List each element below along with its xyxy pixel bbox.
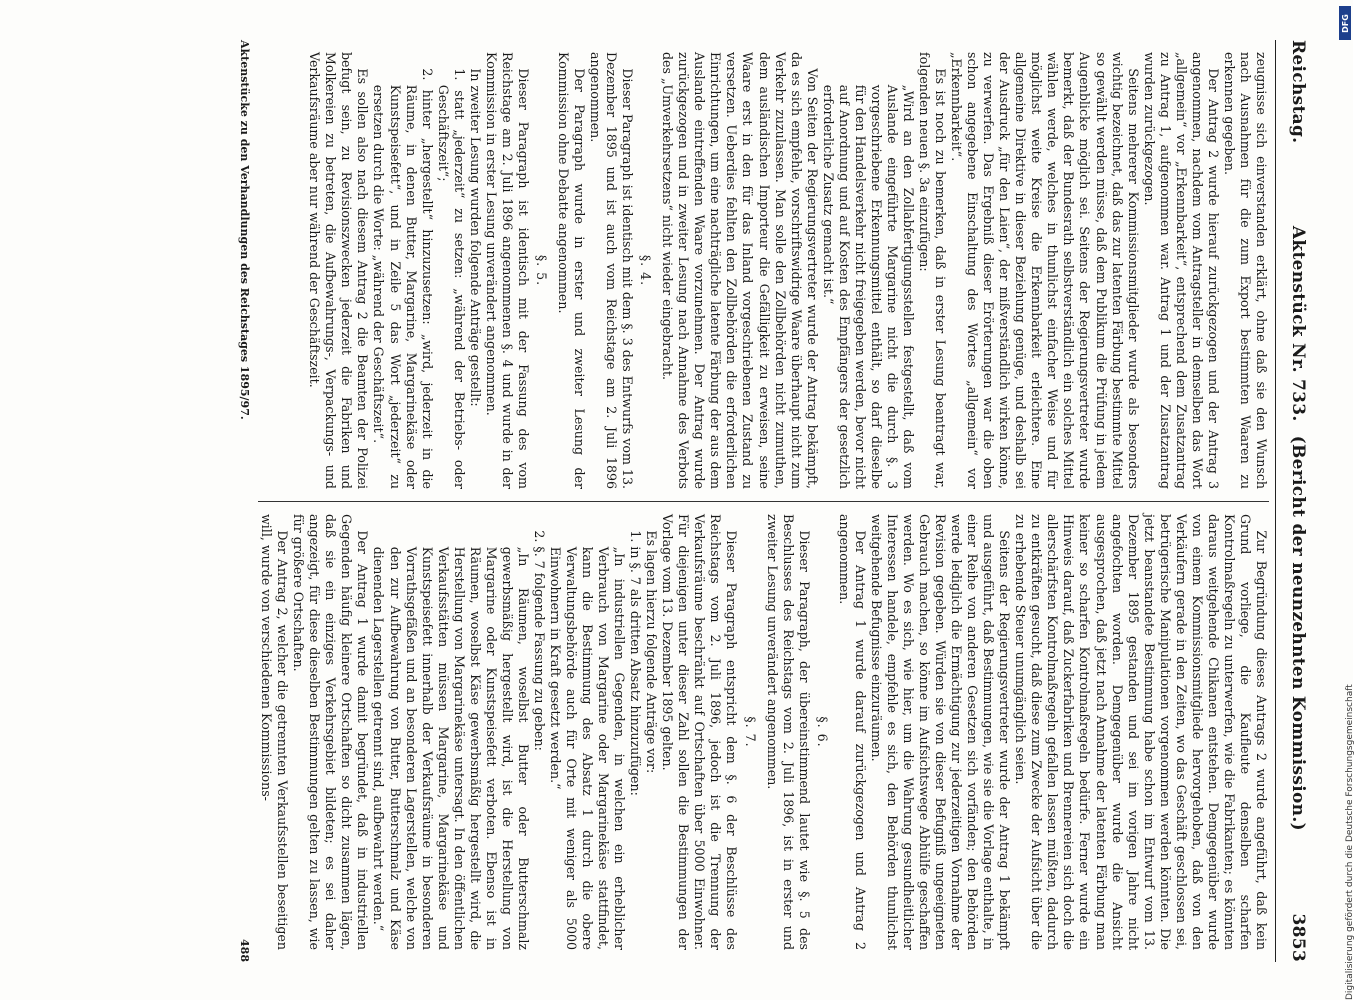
list-item: 2. §. 7 folgende Fassung zu geben: [531, 530, 547, 751]
list-item: 1. in §. 7 als dritten Absatz hinzuzufügen: [628, 530, 644, 796]
quoted-motion: „In industriellen Gegenden, in welchen ein erheblicher Verbrauch von Margarine oder Margarinekäse stattfindet, kann die Bestimmung des Absatz 1 durch die obere Verwaltungsbehörde auch für Orte mit weniger als 5000 Einwohnern in Kraft gesetzt werden.“ [547, 546, 628, 950]
paragraph: Der Antrag 2 wurde hierauf zurückgezogen und der Antrag 3 angenommen, nachdem vom Antragsteller in demselben das Wort „allgemein“ vor „Erkennbarkeit“, entsprechend dem Zusatzantrag zu Antrag 1, aufgenommen war. Antrag 1 und der Zusatzantrag wurden zurückgezogen. [1141, 52, 1221, 489]
paragraph: Dieser Paragraph, der übereinstimmend lautet wie §. 5 des Beschlusses des Reichstags vom 2. Juli 1896, ist in erster und zweiter Lesung unverändert angenommen. [764, 514, 812, 950]
paragraph: Es ist noch zu bemerken, daß in erster Lesung beantragt war, folgenden neuen §. 3a einzufügen: [917, 52, 949, 489]
section-heading: §. 5. [533, 254, 549, 287]
credit-text: Digitalisierung gefördert durch die Deutsche Forschungsgemeinschaft [1345, 684, 1355, 1000]
list-item: 1. statt „jederzeit“ zu setzen: „während der Betriebs- oder Geschäftszeit“; [435, 68, 467, 489]
paragraph: Der Antrag 1 wurde darauf zurückgezogen und Antrag 2 angenommen. [836, 514, 868, 950]
page-header [1280, 40, 1306, 962]
paragraph: zeugnisse sich einverstanden erklärt, ohne daß sie den Wunsch nach Ausnahmen für die zum Export bestimmten Waaren zu erkennen gegeben. [1221, 52, 1269, 489]
header-left: Reichstag. [1288, 40, 1308, 144]
page-footer [236, 40, 252, 962]
paragraph: Dieser Paragraph ist identisch mit der Fassung des vom Reichstage am 2. Juli 1896 angenommenen §. 4 und wurde in der Kommission in erster Lesung unverändert angenommen. [483, 52, 531, 489]
paragraph: Der Antrag 2, welcher die getrennten Verkaufsstellen beseitigen will, wurde von verschiedenen Kommissions- [259, 514, 291, 950]
quoted-motion: „In Räumen, woselbst Butter oder Butterschmalz gewerbsmäßig hergestellt wird, ist die Herstellung von Margarine oder Kunstspeisefett verboten. Ebenso ist in Räumen, woselbst Käse gewerbsmäßig hergestellt wird, die Herstellung von Margarinekäse untersagt. In den öffentlichen Verkaufsstätten müssen Margarine, Margarinekäse und Kunstspeisefett innerhalb der Verkaufsräume in besonderen Vorrathsgefäßen und an besonderen Lagerstellen, welche von den zur Aufbewahrung von Butter, Butterschmalz und Käse dienenden Lagerstellen getrennt sind, aufbewahrt werden.“ [371, 546, 531, 950]
footer-text: Aktenstücke zu den Verhandlungen des Reichstages 1895/97. [238, 40, 252, 420]
left-column [258, 40, 1269, 501]
rotated-page-content [40, 0, 1340, 1000]
section-heading: §. 6. [814, 716, 830, 748]
paragraph: Es lagen hierzu folgende Anträge vor: [644, 530, 660, 774]
sheet-number: 488 [238, 939, 252, 962]
paragraph: Von Seiten der Regierungsvertreter wurde der Antrag bekämpft, da es sich empfehle, vorschriftswidrige Waare überhaupt nicht zum Verkehr zuzulassen. Man solle den Zollbehörden nicht zumuthen, dem ausländischen Importeur die Gefälligkeit zu erweisen, seine Waare erst in den für das Inland vorgeschriebenen Zustand zu versetzen. Ueberdies fehlten den Zollbehörden die erforderlichen Einrichtungen, um eine nachträgliche latente Färbung der aus dem Auslande eintreffenden Waare vorzunehmen. Der Antrag wurde zurückgezogen und in zweiter Lesung nach Annahme des Verbots des „Umverkehrsetzens“ nicht wieder eingebracht. [660, 52, 820, 489]
header-topic: (Bericht der neunzehnten Kommission.) [1288, 435, 1308, 831]
dfg-logo: DFG [1339, 6, 1351, 40]
quoted-motion: „Wird an den Zollabfertigungsstellen festgestellt, daß vom Auslande eingeführte Margarine nicht die durch §. 3 vorgeschriebene Erkennungsmittel enthält, so darf dieselbe für den Handelsverkehr nicht freigegeben werden, bevor nicht auf Anordnung und auf Kosten des Empfängers der gesetzlich erforderliche Zusatz gemacht ist.“ [820, 84, 916, 489]
list-item: 2. hinter „hergestellt“ hinzuzusetzen: „wird, jederzeit in die Räume, in denen Butter, Margarine, Margarinekäse oder Kunstspeisefett“, und in Zeile 5 das Wort „jederzeit“ zu ersetzen durch die Worte: „während der Geschäftszeit“. [371, 68, 435, 489]
paragraph: Zur Begründung dieses Antrags 2 wurde angeführt, daß kein Grund vorliege, die Kaufleute denselben scharfen Kontrolmaßregeln zu unterwerfen, wie die Fabrikanten; es könnten daraus weitgehende Chikanen entstehen. Demgegenüber wurde von einem Kommissionsmitgliede hervorgehoben, daß von den Verkäufern gerade in den Zeiten, wo das Geschäft geschlossen sei, betrügerische Manipulationen vorgenommen werden könnten. Die jetzt beanstandete Bestimmung habe schon im Entwurf vom 13. Dezember 1895 gestanden und sei im vorigen Jahre nicht angefochten worden. Demgegenüber wurde die Ansicht ausgesprochen, daß jetzt nach Annahme der latenten Färbung man keiner so scharfen Kontrolmaßregeln bedürfe. Ferner wurde ein Hinweis darauf, daß Zuckerfabriken und Brennereien sich doch die allerschärfsten Kontrolmaßregeln gefallen lassen müßten, dadurch zu entkräften gesucht, daß diese zum Zwecke der Aufsicht über die zu erhebende Steuer unumgänglich seien. [1013, 514, 1269, 950]
paragraph: Dieser Paragraph ist identisch mit dem §. 3 des Entwurfs vom 13. Dezember 1895 und ist auch vom Reichstage am 2. Juli 1896 angenommen. [588, 52, 636, 489]
section-heading: §. 7. [742, 716, 758, 748]
header-rule [1275, 40, 1276, 962]
page-number: 3853 [1288, 913, 1308, 962]
paragraph: Dieser Paragraph entspricht dem §. 6 der Beschlüsse des Reichstags vom 2. Juli 1896, jedoch ist die Trennung der Verkaufsräume beschränkt auf Ortschaften über 5000 Einwohner. Für diejenigen unter dieser Zahl sollen die Bestimmungen der Vorlage vom 13. Dezember 1895 gelten. [660, 514, 740, 950]
paragraph: Seitens mehrerer Kommissionsmitglieder wurde als besonders wichtig bezeichnet, daß das zur latenten Färbung bestimmte Mittel so gewählt werden müsse, daß dem Publikum die Prüfung in jedem Augenblicke möglich sei. Seitens der Regierungsvertreter wurde bemerkt, daß der Bundesrath selbstverständlich ein solches Mittel wählen werde, welches in thunlichst einfacher Weise und für möglichst weite Kreise die Erkennbarkeit erleichtere. Eine allgemeine Direktive in dieser Beziehung genüge, und deshalb sei der Ausdruck „für den Laien“, der mißverständlich wirken könne, zu verwerfen. Das Ergebniß dieser Erörterungen war die oben schon angegebene Einschaltung des Wortes „allgemein“ vor „Erkennbarkeit“. [949, 52, 1141, 489]
paragraph: Es sollen also nach diesem Antrag 2 die Beamten der Polizei befugt sein, zu Revisionszwecken jederzeit die Fabriken und Molkereien zu betreten, die Aufbewahrungs-, Verpackungs- und Verkaufsräume aber nur während der Geschäftszeit. [307, 52, 371, 489]
paragraph: Der Paragraph wurde in erster und zweiter Lesung der Kommission ohne Debatte angenommen. [555, 52, 588, 489]
right-column [258, 501, 1269, 962]
text-columns [258, 40, 1269, 962]
section-heading: §. 4. [638, 254, 654, 287]
paragraph: In zweiter Lesung wurden folgende Anträge gestellt: [467, 68, 483, 407]
paragraph: Der Antrag 1 wurde damit begründet, daß in industriellen Gegenden häufig kleinere Ortschaften so dicht zusammen lägen, daß sie ein einziges Verkehrsgebiet bildeten; es sei daher angezeigt, für diese dieselben Bestimmungen gelten zu lassen, wie für größere Ortschaften. [291, 514, 371, 950]
header-document-number: Aktenstück Nr. 733. [1288, 225, 1308, 422]
digitization-credit [1343, 300, 1357, 1000]
paragraph: Seitens der Regierungsvertreter wurde der Antrag 1 bekämpft und ausgeführt, daß Bestimmungen, wie sie die Vorlage enthalte, in einer Reihe von anderen Gesetzen sich vorfänden; den Behörden werde lediglich die Ermächtigung zur jederzeitigen Vornahme der Revision gegeben. Würden sie von dieser Befugniß ungeeigneten Gebrauch machen, so könne im Aufsichtswege Abhülfe geschaffen werden. Wo es sich, wie hier, um die Wahrung gesundheitlicher Interessen handele, empfehle es sich, den Behörden thunlichst weitgehende Befugnisse einzuräumen. [868, 514, 1013, 950]
